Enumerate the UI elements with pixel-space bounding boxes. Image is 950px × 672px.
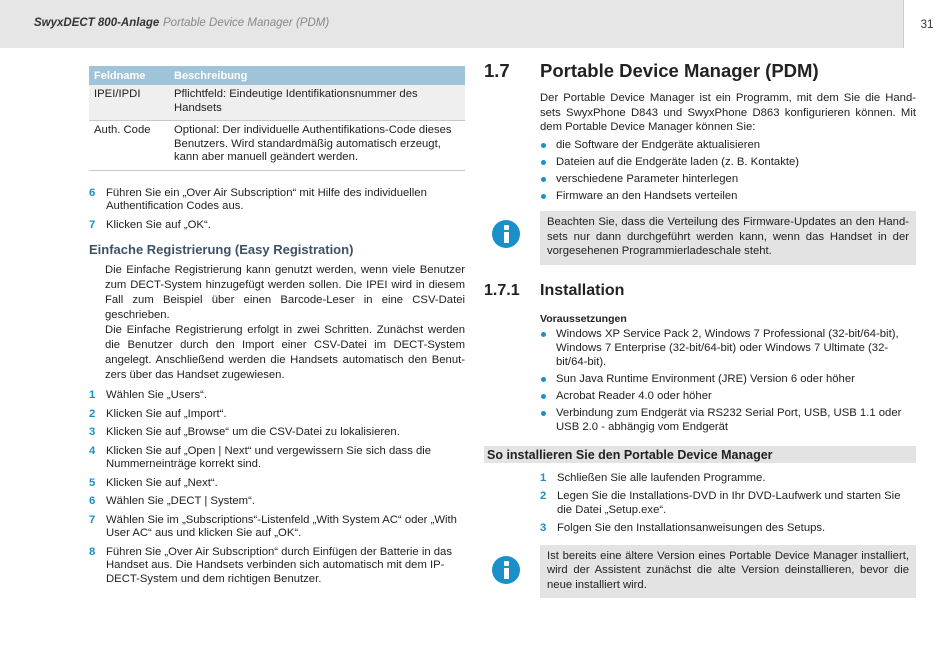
step-number: 1 xyxy=(540,471,547,484)
section-title: Installation xyxy=(540,281,625,299)
step-text: Klicken Sie auf „Browse“ um die CSV-Datei zu lokalisieren. xyxy=(106,426,400,438)
list-item xyxy=(89,187,465,214)
left-column xyxy=(89,66,465,591)
bullet-dot xyxy=(541,194,546,199)
bullet-dot xyxy=(541,160,546,165)
table-cell-desc: Optional: Der individuelle Authentifikations-Code dieses Benutzers. Wird standardmäßig automatisch erzeugt, kann aber manuell geändert werden. xyxy=(169,121,465,171)
step-number: 4 xyxy=(89,444,96,457)
step-text: Schließen Sie alle laufenden Programme. xyxy=(557,471,766,484)
note-text: Ist bereits eine ältere Version eines Portable Device Manager installiert, wird der Assistent zunächst die alte Version deinstallieren, bevor die neue installiert wird. xyxy=(547,549,909,591)
list-item xyxy=(89,514,465,541)
list-item xyxy=(540,489,916,517)
steps-top-list xyxy=(89,187,465,233)
bullet-text: Windows XP Service Pack 2, Windows 7 Professional (32-bit/64-bit), Windows 7 Enterprise (32-bit/64-bit) oder Windows 7 Ultimate (32-bit/64-bit). xyxy=(556,327,899,368)
section-number: 1.7 xyxy=(484,60,510,81)
step-text: Legen Sie die Installations-DVD in Ihr DVD-Laufwerk und starten Sie die Datei „Setup.exe“. xyxy=(557,489,901,516)
header-subtitle: Portable Device Manager (PDM) xyxy=(163,17,330,29)
step-number: 7 xyxy=(89,218,96,231)
step-text: Folgen Sie den Installationsanweisungen des Setups. xyxy=(557,521,826,534)
step-number: 3 xyxy=(89,426,96,438)
list-item xyxy=(540,389,916,403)
step-text: Klicken Sie auf „OK“. xyxy=(106,218,211,231)
list-item xyxy=(540,172,916,186)
table-cell-name: Auth. Code xyxy=(89,121,169,171)
list-item xyxy=(540,327,916,369)
bullet-dot xyxy=(541,394,546,399)
page-header xyxy=(0,0,950,48)
list-item xyxy=(89,477,465,491)
list-item xyxy=(89,408,465,422)
step-number: 6 xyxy=(89,495,96,507)
list-item xyxy=(89,426,465,440)
step-number: 6 xyxy=(89,186,96,199)
list-item xyxy=(540,189,916,203)
step-number: 5 xyxy=(89,476,96,489)
easy-registration-steps xyxy=(89,389,465,586)
step-number: 2 xyxy=(89,407,96,420)
list-item xyxy=(89,219,465,233)
step-text: Wählen Sie „Users“. xyxy=(106,389,208,401)
right-column xyxy=(484,60,916,598)
prerequisites-list xyxy=(484,327,916,434)
table-header-feldname: Feldname xyxy=(89,66,169,85)
list-item xyxy=(540,521,916,535)
bullet-text: die Software der Endgeräte aktualisieren xyxy=(556,139,761,152)
table-row xyxy=(89,121,465,171)
bullet-text: Dateien auf die Endgeräte laden (z. B. Kontakte) xyxy=(556,156,800,169)
step-text: Klicken Sie auf „Open | Next“ und vergewissern Sie sich dass die Nummerneinträge korrekt sind. xyxy=(106,444,432,470)
table-cell-name: IPEI/IPDI xyxy=(89,85,169,121)
bullet-text: verschiedene Parameter hinterlegen xyxy=(556,173,739,186)
list-item xyxy=(540,406,916,434)
step-text: Wählen Sie „DECT | System“. xyxy=(106,495,255,507)
step-text: Wählen Sie im „Subscriptions“-Listenfeld „With System AC“ oder „With User AC“ aus und klicken Sie auf „OK“. xyxy=(106,513,457,539)
install-steps xyxy=(484,471,916,535)
list-item xyxy=(540,471,916,485)
table-cell-desc: Pflichtfeld: Eindeutige Identifikationsnummer des Handsets xyxy=(169,85,465,121)
list-item xyxy=(89,389,465,403)
bullet-dot xyxy=(541,411,546,416)
step-text: Klicken Sie auf „Next“. xyxy=(106,476,218,489)
easy-registration-heading: Einfache Registrierung (Easy Registration) xyxy=(89,242,354,257)
easy-registration-para-2: Die Einfache Registrierung erfolgt in zwei Schritten. Zunächst werden die Benutzer durch den Import einer CSV-Datei im DECT-System angelegt. Anschließend werden die Handsets automatisch den Benut-zers über das Handset zugewiesen. xyxy=(105,324,465,381)
note-text: Beachten Sie, dass die Verteilung des Firmware-Updates an den Hand-sets nur dann durchgeführt werden kann, wenn das Handset in der vorgesehenen Programmierladeschale steht. xyxy=(547,216,909,258)
install-subheading: So installieren Sie den Portable Device Manager xyxy=(484,446,916,463)
bullet-dot xyxy=(541,177,546,182)
pdm-info-note xyxy=(540,211,916,265)
field-table xyxy=(89,66,465,171)
step-number: 7 xyxy=(89,513,96,526)
pdm-bullet-list xyxy=(484,138,916,203)
install-info-note xyxy=(540,545,916,599)
prerequisites-label: Voraussetzungen xyxy=(540,312,627,325)
list-item xyxy=(89,445,465,472)
section-heading-installation xyxy=(484,282,916,300)
step-text: Führen Sie „Over Air Subscription“ durch Einfügen der Batterie in das Handset aus. Die Handsets verbinden sich automatisch mit dem IP-DECT-System und dem richtigen Benutzer. xyxy=(106,545,452,585)
header-brand: SwyxDECT 800-Anlage xyxy=(34,17,160,29)
table-header-beschreibung: Beschreibung xyxy=(169,66,465,85)
table-row xyxy=(89,85,465,121)
list-item xyxy=(89,546,465,587)
easy-registration-para-1: Die Einfache Registrierung kann genutzt werden, wenn viele Benutzer zum DECT-System hinzugefügt werden sollen. Die IPEI wird in diesem Fall zum Beispiel über einen Barcode-Leser in eine CSV-Datei geschrieben. xyxy=(105,264,465,321)
list-item xyxy=(540,372,916,386)
section-number: 1.7.1 xyxy=(484,281,520,299)
pdm-intro: Der Portable Device Manager ist ein Programm, mit dem Sie die Hand-sets SwyxPhone D843 und SwyxPhone D863 konfigurieren können. Mit dem Portable Device Manager können Sie: xyxy=(540,92,916,134)
bullet-text: Sun Java Runtime Environment (JRE) Version 6 oder höher xyxy=(556,372,855,385)
info-icon xyxy=(492,556,520,584)
step-text: Klicken Sie auf „Import“. xyxy=(106,407,227,420)
list-item xyxy=(540,155,916,169)
bullet-text: Firmware an den Handsets verteilen xyxy=(556,190,738,203)
step-number: 1 xyxy=(89,389,96,401)
section-heading-pdm xyxy=(484,60,916,82)
list-item xyxy=(89,495,465,509)
step-text: Führen Sie ein „Over Air Subscription“ mit Hilfe des individuellen Authentification Codes aus. xyxy=(106,186,427,212)
step-number: 8 xyxy=(89,545,96,558)
step-number: 2 xyxy=(540,489,547,502)
step-number: 3 xyxy=(540,521,547,534)
section-title: Portable Device Manager (PDM) xyxy=(540,60,819,81)
table-header-row xyxy=(89,66,465,85)
bullet-dot xyxy=(541,377,546,382)
bullet-text: Acrobat Reader 4.0 oder höher xyxy=(556,389,712,402)
page-number: 31 xyxy=(903,0,950,48)
info-icon xyxy=(492,220,520,248)
bullet-dot xyxy=(541,143,546,148)
bullet-text: Verbindung zum Endgerät via RS232 Serial Port, USB, USB 1.1 oder USB 2.0 - abhängig vom Endgerät xyxy=(556,406,902,433)
list-item xyxy=(540,138,916,152)
bullet-dot xyxy=(541,332,546,337)
